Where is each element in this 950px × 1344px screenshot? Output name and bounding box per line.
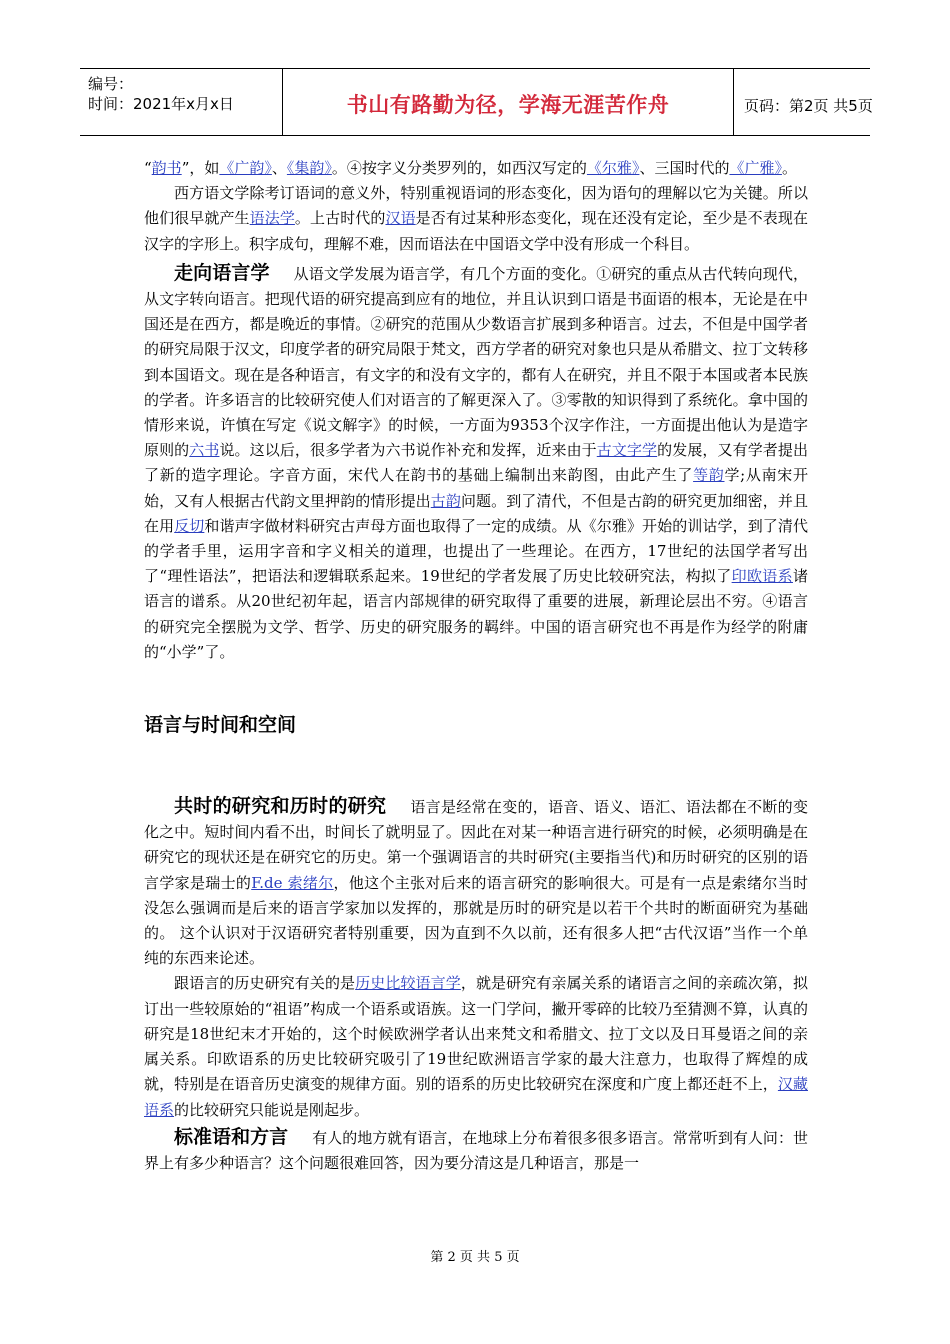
link-dengyun[interactable]: 等韵 [693,466,725,485]
link-guangya[interactable]: 《广雅》 [729,159,782,177]
link-liushu[interactable]: 六书 [189,441,220,460]
link-erya[interactable]: 《尔雅》 [586,159,640,177]
paragraph-standard-dialect: 标准语和方言 有人的地方就有语言，在地球上分布着很多很多语言。常常听到有人问：世界上有多少种语言？这个问题很难回答，因为要分清这是几种语言，那是一 [144,1125,808,1172]
page-header [80,68,873,136]
link-indo-european[interactable]: 印欧语系 [731,567,793,586]
link-yunshu[interactable]: 韵书 [151,159,182,177]
link-paleography[interactable]: 古文字学 [596,441,658,460]
link-saussure[interactable]: F.de 索绪尔 [251,873,334,892]
header-page-cell [734,69,873,135]
link-fanqie[interactable]: 反切 [174,516,205,535]
link-jiyun[interactable]: 《集韵》 [286,159,332,177]
link-comparative-linguistics[interactable]: 历史比较语言学 [355,974,461,993]
subheading-standard-dialect: 标准语和方言 [174,1125,289,1148]
paragraph-toward-linguistics: 走向语言学 从语文学发展为语言学，有几个方面的变化。①研究的重点从古代转向现代，从文字转向语言。把现代语的研究提高到应有的地位，并且认识到口语是书面语的根本，无论是在中国还是在西方，都是晚近的事情。②研究的范围从少数语言扩展到多种语言。过去，不但是中国学者的研究局限于汉文，印度学者的研究局限于梵文，西方学者的研究对象也只是从希腊文、拉丁文转移到本国语文。现在是各种语言，有文字的和没有文字的，都有人在研究，并且不限于本国或者本民族的学者。许多语言的比较研究使人们对语言的了解更深入了。③零散的知识得到了系统化。拿中国的情形来说，许慎在写定《说文解字》的时候，一方面为9353个汉字作注，一方面提出他认为是造字原则的六书说。这以后，很多学者为六书说作补充和发挥，近来由于古文字学的发展，又有学者提出了新的造字理论。字音方面，宋代人在韵书的基础上编制出来韵图，由此产生了等韵学;从南宋开始，又有人根据古代韵文里押韵的情形提出古韵问题。到了清代，不但是古韵的研究更加细密，并且在用反切和谐声字做材料研究古声母方面也取得了一定的成绩。从《尔雅》开始的训诂学，到了清代的学者手里，运用字音和字义相关的道理，也提出了一些理论。在西方，17世纪的法国学者写出了“理性语法”，把语法和逻辑联系起来。19世纪的学者发展了历史比较研究法，构拟了印欧语系诸语言的谱系。从20世纪初年起，语言内部规律的研究取得了重要的进展，新理论层出不穷。④语言的研究完全摆脱为文学、哲学、历史的研究服务的羁绊。中国的语言研究也不再是作为经学的附庸的“小学”了。 [144,261,808,661]
link-sino-tibetan[interactable]: 汉藏语系 [144,1075,808,1119]
paragraph-western-philology: 西方语文学除考订语词的意义外，特别重视语词的形态变化，因为语句的理解以它为关键。所以他们很早就产生语法学。上古时代的汉语是否有过某种形态变化，现在还没有定论，至少是不表现在汉字的字形上。积字成句，理解不难，因而语法在中国语文学中没有形成一个科目。 [144,184,808,253]
document-body [144,156,808,1176]
link-chinese[interactable]: 汉语 [385,209,416,228]
paragraph-synchronic-diachronic: 共时的研究和历时的研究 语言是经常在变的，语音、语义、语汇、语法都在不断的变化之中。短时间内看不出，时间长了就明显了。因此在对某一种语言进行研究的时候，必须明确是在研究它的现状还是在研究它的历史。第一个强调语言的共时研究(主要指当代)和历时研究的区别的语言学家是瑞士的F.de 索绪尔，他这个主张对后来的语言研究的影响很大。可是有一点是索绪尔当时没怎么强调而是后来的语言学家加以发挥的，那就是历时的研究是以若干个共时的断面研究为基础的。 这个认识对于汉语研究者特别重要，因为直到不久以前，还有很多人把“古代汉语”当作一个单纯的东西来论述。 [144,795,808,968]
link-grammar[interactable]: 语法学 [249,209,295,228]
header-meta-cell [80,69,283,135]
subheading-toward-linguistics: 走向语言学 [174,261,270,284]
link-guyun[interactable]: 古韵 [430,491,461,510]
subheading-synchronic-diachronic: 共时的研究和历时的研究 [174,795,387,818]
section-title: 语言与时间和空间 [144,714,297,737]
page-label: 页码：第2页 共5页 [744,97,873,115]
header-motto-cell [283,69,734,135]
paragraph-comparative-linguistics: 跟语言的历史研究有关的是历史比较语言学，就是研究有亲属关系的诸语言之间的亲疏次第，拟订出一些较原始的“祖语”构成一个语系或语族。这一门学问，撇开零碎的比较乃至猜测不算，认真的研究是18世纪末才开始的，这个时候欧洲学者认出来梵文和希腊文、拉丁文以及日耳曼语之间的亲属关系。印欧语系的历史比较研究吸引了19世纪欧洲语言学家的最大注意力，也取得了辉煌的成就，特别是在语音历史演变的规律方面。别的语系的历史比较研究在深度和广度上都还赶不上，汉藏语系的比较研究只能说是刚起步。 [144,974,808,1119]
paragraph-rhyme-books: “韵书”，如《广韵》、《集韵》。④按字义分类罗列的，如西汉写定的《尔雅》、三国时代的《广雅》。 [144,159,797,177]
page-footer: 第 2 页 共 5 页 [430,1250,520,1265]
date-label: 时间：2021年x月x日 [88,95,234,113]
number-label: 编号： [88,75,134,93]
link-guangyun[interactable]: 《广韵》 [219,159,272,177]
motto: 书山有路勤为径，学海无涯苦作舟 [346,93,670,117]
